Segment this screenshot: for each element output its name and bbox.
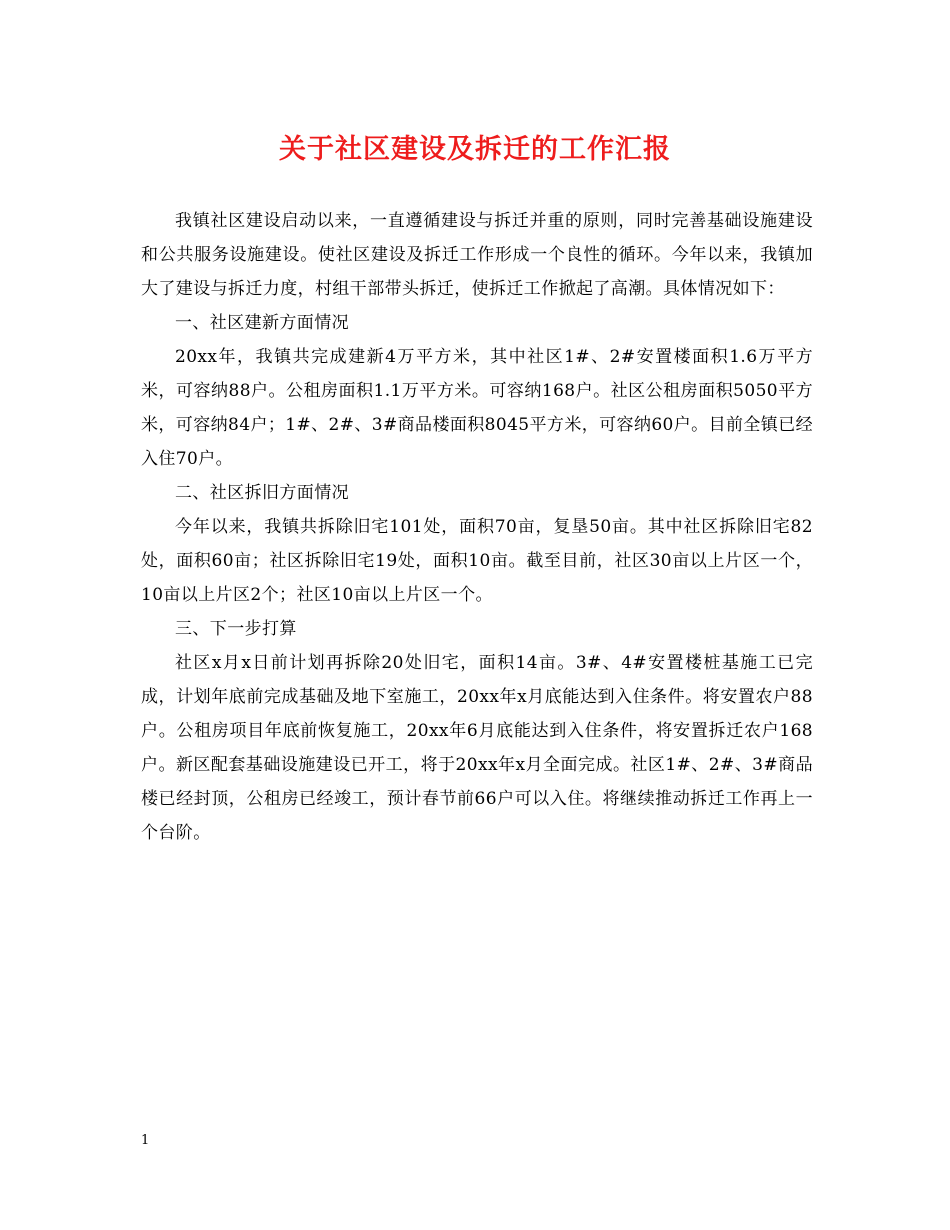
section-heading-2: 二、社区拆旧方面情况 [175,483,349,503]
section-2-paragraph: 今年以来，我镇共拆除旧宅101处，面积70亩，复垦50亩。其中社区拆除旧宅82处，面积60亩；社区拆除旧宅19处，面积10亩。截至目前，社区30亩以上片区一个，10亩以上片区2个；社区10亩以上片区一个。 [141,517,813,605]
section-3-paragraph: 社区x月x日前计划再拆除20处旧宅，面积14亩。3#、4#安置楼桩基施工已完成，计划年底前完成基础及地下室施工，20xx年x月底能达到入住条件。将安置农户88户。公租房项目年底前恢复施工，20xx年6月底能达到入住条件，将安置拆迁农户168户。新区配套基础设施建设已开工，将于20xx年x月全面完成。社区1#、2#、3#商品楼已经封顶，公租房已经竣工，预计春节前66户可以入住。将继续推动拆迁工作再上一个台阶。 [141,653,813,843]
page-number: 1 [141,1133,150,1148]
section-heading-1: 一、社区建新方面情况 [175,313,349,333]
document-body [141,204,813,850]
section-1-paragraph: 20xx年，我镇共完成建新4万平方米，其中社区1#、2#安置楼面积1.6万平方米，可容纳88户。公租房面积1.1万平方米。可容纳168户。社区公租房面积5050平方米，可容纳84户；1#、2#、3#商品楼面积8045平方米，可容纳60户。目前全镇已经入住70户。 [141,347,813,469]
section-heading-3: 三、下一步打算 [175,619,297,639]
document-title: 关于社区建设及拆迁的工作汇报 [279,134,671,165]
intro-paragraph: 我镇社区建设启动以来，一直遵循建设与拆迁并重的原则，同时完善基础设施建设和公共服务设施建设。使社区建设及拆迁工作形成一个良性的循环。今年以来，我镇加大了建设与拆迁力度，村组干部带头拆迁，使拆迁工作掀起了高潮。具体情况如下： [141,211,813,299]
